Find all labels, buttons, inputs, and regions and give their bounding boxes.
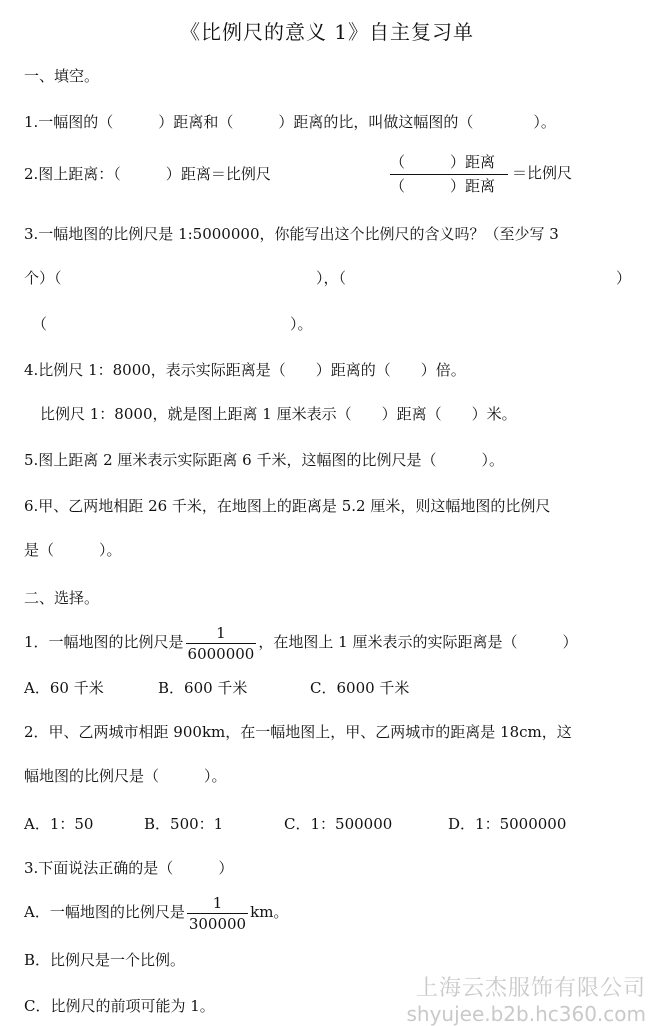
- watermark: [406, 976, 646, 1026]
- choice-2-option-d: D．1：5000000: [448, 815, 567, 833]
- fill-question-4-line2: 比例尺 1：8000，就是图上距离 1 厘米表示（ ）距离（ ）米。: [40, 405, 517, 423]
- fill-question-3-line2a: 个）（: [24, 269, 62, 287]
- choice-3-option-b: B．比例尺是一个比例。: [24, 951, 186, 969]
- fraction-bar: [390, 174, 508, 175]
- fill-question-6-line1: 6.甲、乙两地相距 26 千米，在地图上的距离是 5.2 厘米，则这幅地图的比例尺: [24, 497, 551, 515]
- fill-question-4-line1: 4.比例尺 1：8000，表示实际距离是（ ）距离的（ ）倍。: [24, 361, 466, 379]
- choice-2-option-b: B．500：1: [144, 815, 224, 833]
- page-title: 《比例尺的意义 1》自主复习单: [179, 20, 475, 44]
- choice-question-2-line2: 幅地图的比例尺是（ ）。: [24, 767, 227, 785]
- choice-1-option-c: C．6000 千米: [310, 679, 410, 697]
- choice-question-1: [24, 622, 577, 662]
- choice-1-option-a: A．60 千米: [24, 679, 104, 697]
- choice-2-option-a: A．1：50: [24, 815, 94, 833]
- choice-question-1-post: ，在地图上 1 厘米表示的实际距离是（ ）: [258, 633, 578, 651]
- scale-fraction-2-denominator: 300000: [188, 914, 247, 933]
- ratio-fraction-denominator: （ ）距离: [390, 177, 496, 195]
- fill-question-6-line2: 是（ ）。: [24, 541, 122, 559]
- choice-3-option-a-pre: A．一幅地图的比例尺是: [24, 903, 185, 921]
- fill-question-3-line2c: ）: [616, 269, 632, 287]
- choice-1-option-b: B．600 千米: [158, 679, 248, 697]
- fill-question-5: 5.图上距离 2 厘米表示实际距离 6 千米，这幅图的比例尺是（ ）。: [24, 451, 504, 469]
- fill-question-2-left: 2.图上距离：（ ）距离＝比例尺: [24, 165, 271, 183]
- scale-fraction-2: [187, 895, 248, 932]
- fill-question-1: 1.一幅图的（ ）距离和（ ）距离的比，叫做这幅图的（ ）。: [24, 113, 556, 131]
- watermark-url: shyujee.b2b.hc360.com: [406, 1002, 646, 1026]
- fill-question-3-line1: 3.一幅地图的比例尺是 1:5000000，你能写出这个比例尺的含义吗？（至少写 3: [24, 225, 559, 243]
- choice-2-option-c: C．1：500000: [284, 815, 393, 833]
- ratio-fraction: [390, 152, 573, 196]
- choice-3-option-a: [24, 892, 288, 932]
- fill-question-3-line3a: （: [32, 315, 48, 333]
- fraction-bar: [186, 643, 257, 644]
- fraction-bar: [187, 913, 248, 914]
- choice-question-1-pre: 1．一幅地图的比例尺是: [24, 633, 184, 651]
- ratio-fraction-equals: ＝比例尺: [512, 164, 573, 182]
- section1-heading: 一、填空。: [24, 67, 100, 85]
- choice-question-3: 3.下面说法正确的是（ ）: [24, 859, 234, 877]
- choice-3-option-c: C．比例尺的前项可能为 1。: [24, 997, 215, 1015]
- fill-question-3-line2b: ），（: [316, 269, 347, 287]
- section2-heading: 二、选择。: [24, 589, 100, 607]
- ratio-fraction-numerator: （ ）距离: [390, 153, 496, 171]
- scale-fraction-1: [186, 625, 257, 662]
- choice-3-option-a-post: km。: [250, 903, 289, 921]
- scale-fraction-2-numerator: 1: [212, 893, 223, 912]
- fill-question-3-line3b: ）。: [290, 315, 313, 333]
- scale-fraction-1-numerator: 1: [216, 623, 226, 642]
- scale-fraction-1-denominator: 6000000: [187, 644, 255, 663]
- choice-question-2-line1: 2．甲、乙两城市相距 900km，在一幅地图上，甲、乙两城市的距离是 18cm，这: [24, 723, 572, 741]
- watermark-company: 上海云杰服饰有限公司: [415, 976, 646, 1001]
